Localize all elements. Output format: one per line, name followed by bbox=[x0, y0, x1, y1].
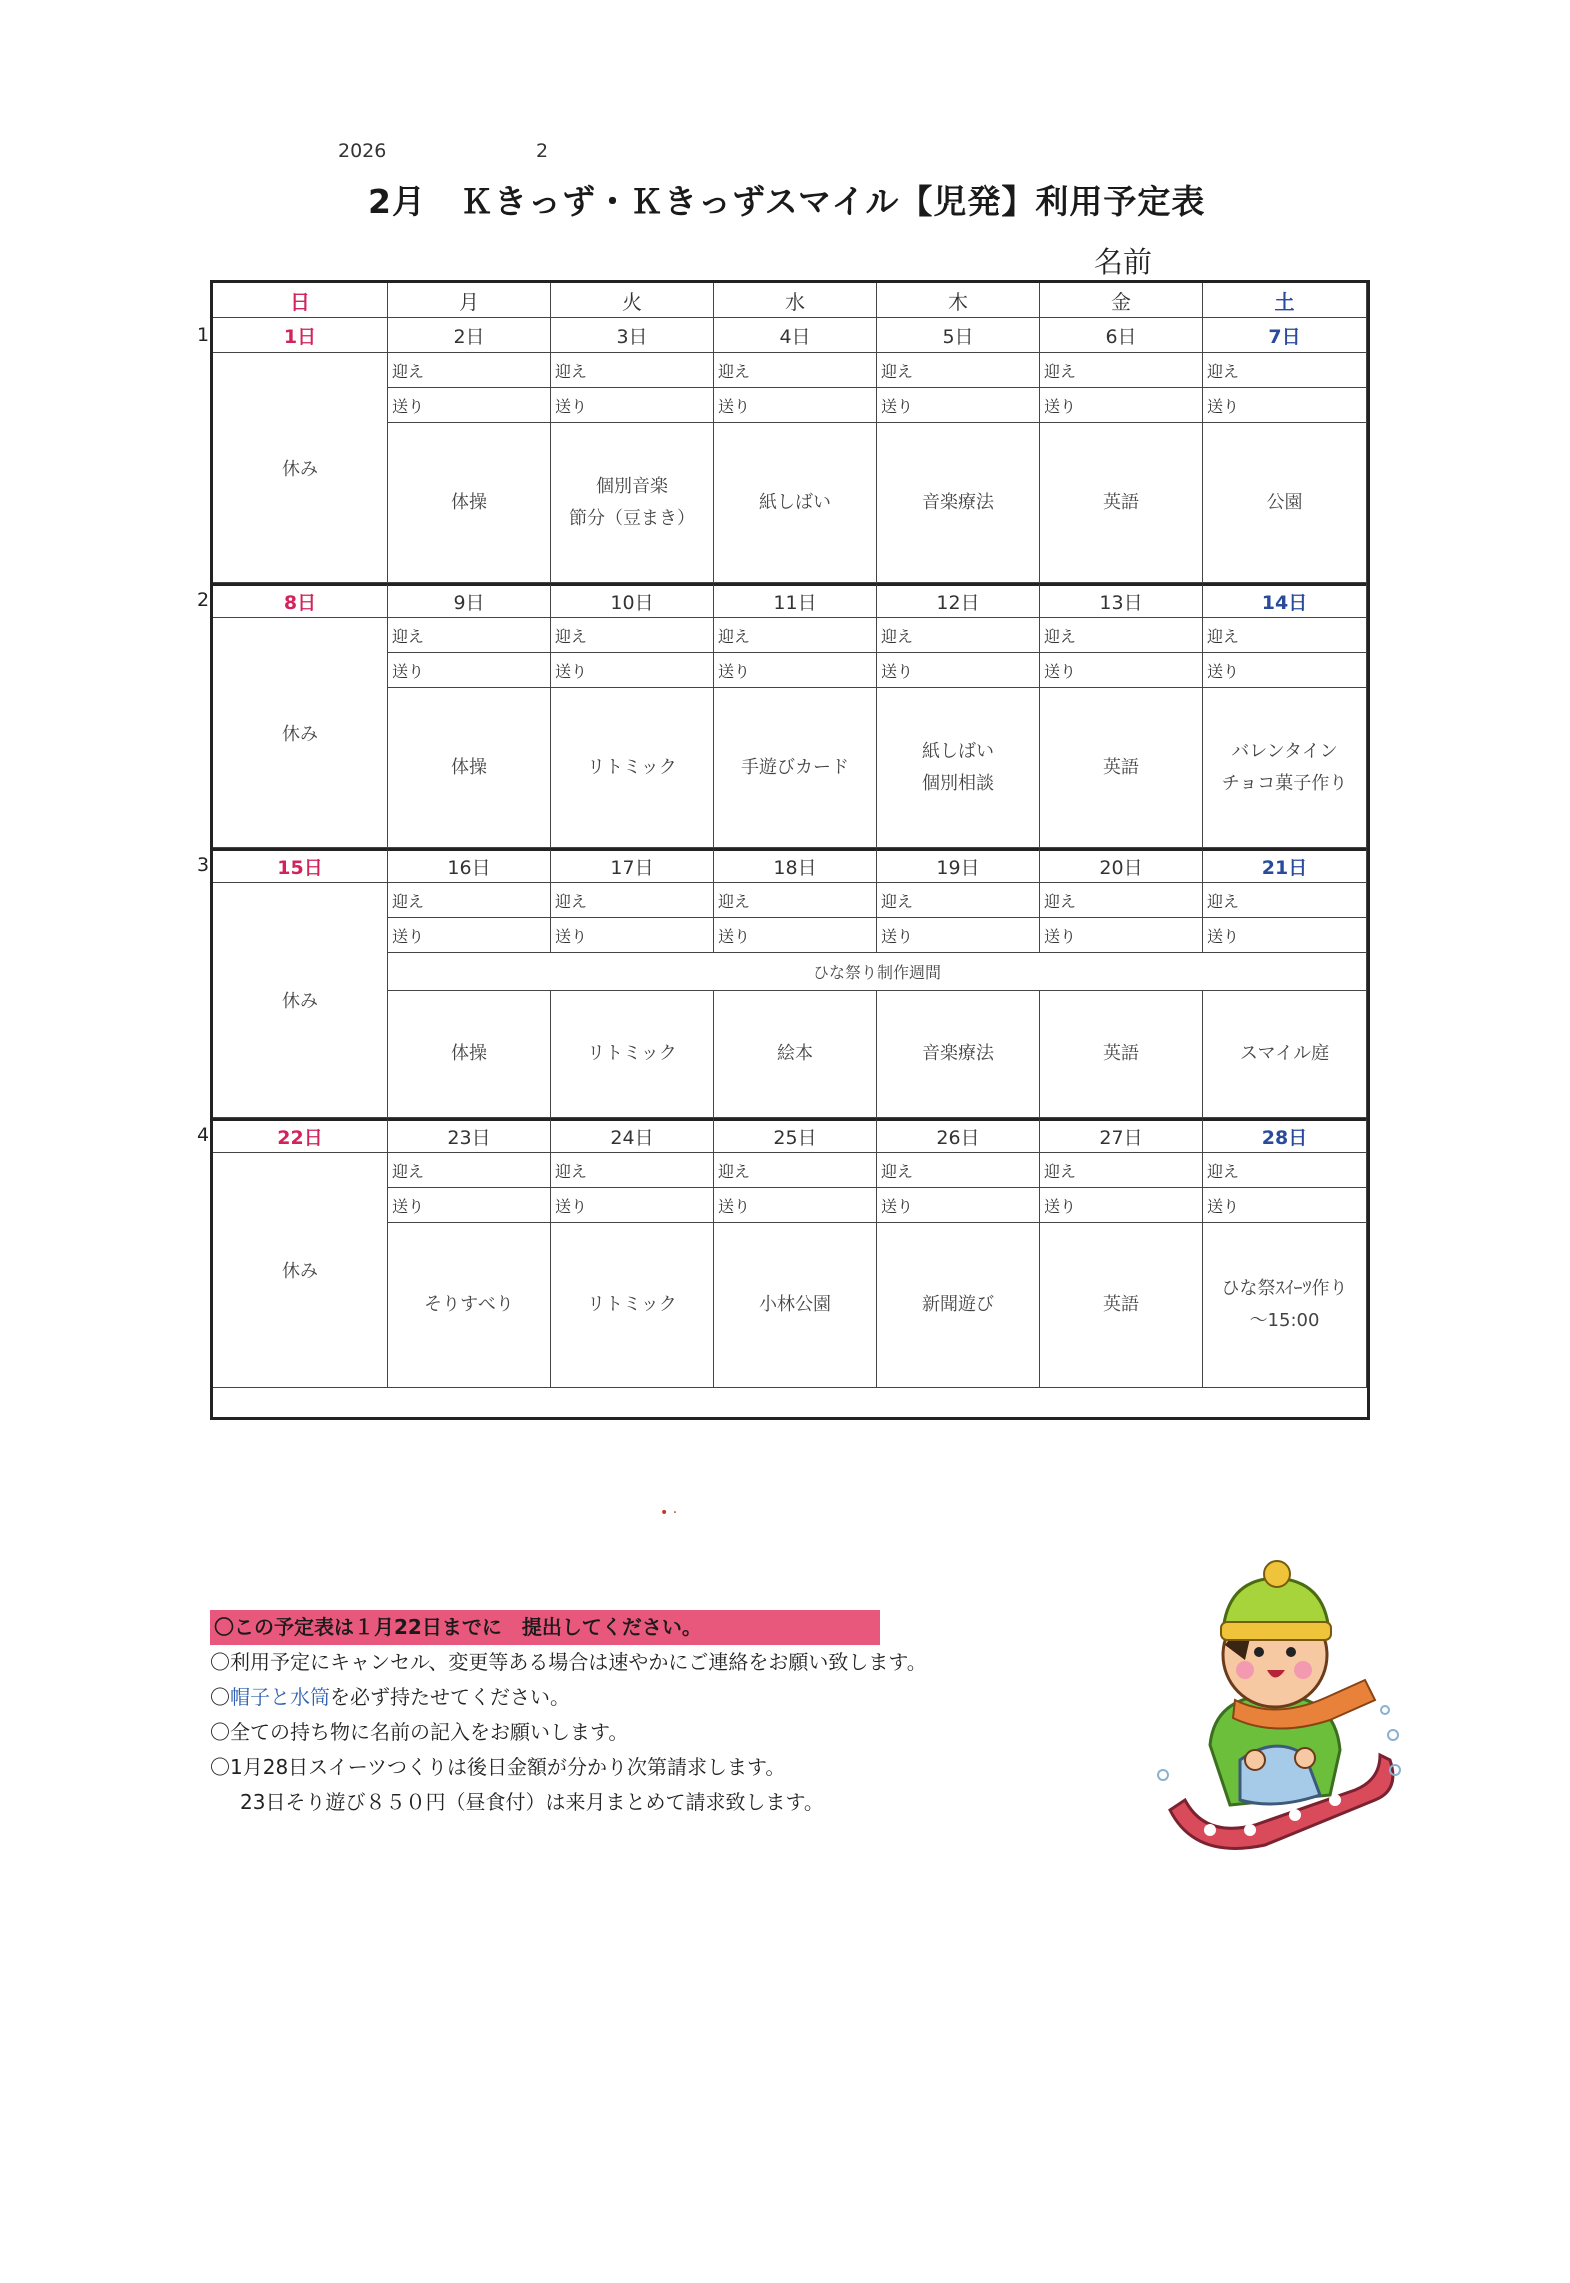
pickup-field[interactable]: 迎え bbox=[714, 353, 877, 388]
date-cell: 11日 bbox=[714, 583, 877, 618]
closed-cell: 休み bbox=[213, 353, 388, 583]
activity-cell bbox=[1040, 423, 1203, 583]
pickup-field[interactable]: 迎え bbox=[551, 883, 714, 918]
stray-mark: • · bbox=[660, 1505, 678, 1521]
activity-cell bbox=[551, 1223, 714, 1388]
activity-text: 英語 bbox=[1103, 756, 1139, 778]
dropoff-field[interactable]: 送り bbox=[551, 388, 714, 423]
activity-text: 小林公園 bbox=[759, 1294, 831, 1315]
activity-text: リトミック bbox=[587, 1043, 677, 1064]
weekday-header: 木 bbox=[877, 283, 1040, 318]
week-number: 3 bbox=[197, 854, 210, 876]
activity-text: 英語 bbox=[1103, 491, 1139, 513]
dropoff-field[interactable]: 送り bbox=[1203, 388, 1367, 423]
activity-cell bbox=[877, 1223, 1040, 1388]
activity-text: リトミック bbox=[587, 1294, 677, 1315]
pickup-field[interactable]: 迎え bbox=[877, 353, 1040, 388]
date-cell: 1日 bbox=[213, 318, 388, 353]
activity-text-secondary: 個別相談 bbox=[922, 772, 994, 794]
pickup-field[interactable]: 迎え bbox=[1040, 1153, 1203, 1188]
date-cell: 2日 bbox=[388, 318, 551, 353]
dropoff-field[interactable]: 送り bbox=[388, 1188, 551, 1223]
activity-text: 新聞遊び bbox=[922, 1294, 994, 1315]
date-cell: 17日 bbox=[551, 848, 714, 883]
week-number: 2 bbox=[197, 589, 210, 611]
activity-cell bbox=[388, 423, 551, 583]
dropoff-field[interactable]: 送り bbox=[877, 388, 1040, 423]
dropoff-field[interactable]: 送り bbox=[551, 653, 714, 688]
activity-cell bbox=[388, 688, 551, 848]
activity-text: 体操 bbox=[451, 756, 487, 778]
dropoff-field[interactable]: 送り bbox=[714, 653, 877, 688]
week-banner: ひな祭り制作週間 bbox=[388, 953, 1367, 991]
activity-cell bbox=[1203, 423, 1367, 583]
activity-cell bbox=[1203, 1223, 1367, 1388]
year: 2026 bbox=[338, 140, 387, 162]
activity-text: バレンタイン bbox=[1231, 740, 1338, 762]
closed-cell: 休み bbox=[213, 618, 388, 848]
activity-text: 公園 bbox=[1266, 491, 1303, 513]
date-cell: 3日 bbox=[551, 318, 714, 353]
schedule-calendar bbox=[197, 280, 1370, 1420]
dropoff-field[interactable]: 送り bbox=[1203, 1188, 1367, 1223]
note-hat-prefix: 〇 bbox=[210, 1685, 230, 1709]
activity-text-secondary: ～15:00 bbox=[1249, 1310, 1320, 1331]
pickup-field[interactable]: 迎え bbox=[1203, 883, 1367, 918]
activity-text: そりすべり bbox=[424, 1294, 514, 1315]
pickup-field[interactable]: 迎え bbox=[1203, 618, 1367, 653]
month-number: 2 bbox=[536, 140, 549, 162]
dropoff-field[interactable]: 送り bbox=[714, 918, 877, 953]
date-cell: 26日 bbox=[877, 1118, 1040, 1153]
activity-text: 手遊びカード bbox=[741, 756, 849, 778]
date-cell: 15日 bbox=[213, 848, 388, 883]
week-number: 4 bbox=[197, 1124, 210, 1146]
activity-text: ひな祭ｽｲｰﾂ作り bbox=[1221, 1278, 1348, 1299]
note-hat-suffix: を必ず持たせてください。 bbox=[330, 1685, 570, 1709]
dropoff-field[interactable]: 送り bbox=[1203, 918, 1367, 953]
pickup-field[interactable]: 迎え bbox=[551, 353, 714, 388]
activity-cell bbox=[551, 991, 714, 1118]
dropoff-field[interactable]: 送り bbox=[1040, 918, 1203, 953]
date-cell: 20日 bbox=[1040, 848, 1203, 883]
date-cell: 24日 bbox=[551, 1118, 714, 1153]
activity-text: 音楽療法 bbox=[922, 1043, 994, 1064]
dropoff-field[interactable]: 送り bbox=[877, 1188, 1040, 1223]
pickup-field[interactable]: 迎え bbox=[1203, 353, 1367, 388]
activity-text: 紙しばい bbox=[922, 740, 994, 762]
dropoff-field[interactable]: 送り bbox=[388, 653, 551, 688]
activity-text: スマイル庭 bbox=[1239, 1043, 1330, 1064]
activity-text: 体操 bbox=[451, 491, 487, 513]
date-cell: 22日 bbox=[213, 1118, 388, 1153]
dropoff-field[interactable]: 送り bbox=[714, 1188, 877, 1223]
activity-cell bbox=[388, 991, 551, 1118]
pickup-field[interactable]: 迎え bbox=[388, 353, 551, 388]
date-cell: 9日 bbox=[388, 583, 551, 618]
activity-cell bbox=[714, 991, 877, 1118]
notes-section bbox=[210, 1610, 1160, 1820]
activity-cell bbox=[877, 423, 1040, 583]
dropoff-field[interactable]: 送り bbox=[877, 653, 1040, 688]
pickup-field[interactable]: 迎え bbox=[877, 1153, 1040, 1188]
activity-cell bbox=[1040, 991, 1203, 1118]
date-cell: 4日 bbox=[714, 318, 877, 353]
activity-cell bbox=[714, 688, 877, 848]
name-label: 名前 bbox=[1094, 245, 1153, 279]
activity-text: 個別音楽 bbox=[596, 475, 668, 497]
note-names: 〇全ての持ち物に名前の記入をお願いします。 bbox=[210, 1720, 629, 1744]
weekday-header: 月 bbox=[388, 283, 551, 318]
activity-cell bbox=[877, 688, 1040, 848]
date-cell: 7日 bbox=[1203, 318, 1367, 353]
dropoff-field[interactable]: 送り bbox=[551, 1188, 714, 1223]
child-on-sled-icon bbox=[1155, 1560, 1405, 1890]
activity-cell bbox=[1203, 991, 1367, 1118]
date-cell: 21日 bbox=[1203, 848, 1367, 883]
date-cell: 18日 bbox=[714, 848, 877, 883]
dropoff-field[interactable]: 送り bbox=[1040, 1188, 1203, 1223]
week-number: 1 bbox=[197, 324, 210, 346]
activity-text: 英語 bbox=[1103, 1043, 1139, 1064]
closed-cell: 休み bbox=[213, 1153, 388, 1388]
activity-text: 英語 bbox=[1103, 1294, 1139, 1315]
note-sledding: 23日そり遊び８５０円（昼食付）は来月まとめて請求致します。 bbox=[240, 1790, 824, 1814]
date-cell: 27日 bbox=[1040, 1118, 1203, 1153]
dropoff-field[interactable]: 送り bbox=[877, 918, 1040, 953]
page-title: 2月 Ｋきっず・Ｋきっずスマイル【児発】利用予定表 bbox=[368, 182, 1206, 221]
activity-cell bbox=[551, 423, 714, 583]
date-cell: 5日 bbox=[877, 318, 1040, 353]
activity-text: 音楽療法 bbox=[922, 491, 994, 513]
note-cancel: 〇利用予定にキャンセル、変更等ある場合は速やかにご連絡をお願い致します。 bbox=[210, 1650, 927, 1674]
activity-text: 体操 bbox=[451, 1043, 487, 1064]
weekday-header: 金 bbox=[1040, 283, 1203, 318]
pickup-field[interactable]: 迎え bbox=[714, 1153, 877, 1188]
date-cell: 10日 bbox=[551, 583, 714, 618]
activity-cell bbox=[1040, 688, 1203, 848]
date-cell: 14日 bbox=[1203, 583, 1367, 618]
activity-cell bbox=[714, 1223, 877, 1388]
weekday-header: 水 bbox=[714, 283, 877, 318]
date-cell: 19日 bbox=[877, 848, 1040, 883]
weekday-header: 土 bbox=[1203, 283, 1367, 318]
date-cell: 13日 bbox=[1040, 583, 1203, 618]
dropoff-field[interactable]: 送り bbox=[1040, 653, 1203, 688]
pickup-field[interactable]: 迎え bbox=[388, 618, 551, 653]
date-cell: 28日 bbox=[1203, 1118, 1367, 1153]
note-sweets: 〇1月28日スイーツつくりは後日金額が分かり次第請求します。 bbox=[210, 1755, 786, 1779]
activity-cell bbox=[877, 991, 1040, 1118]
pickup-field[interactable]: 迎え bbox=[388, 883, 551, 918]
pickup-field[interactable]: 迎え bbox=[1040, 883, 1203, 918]
pickup-field[interactable]: 迎え bbox=[714, 618, 877, 653]
dropoff-field[interactable]: 送り bbox=[551, 918, 714, 953]
dropoff-field[interactable]: 送り bbox=[388, 388, 551, 423]
pickup-field[interactable]: 迎え bbox=[877, 618, 1040, 653]
activity-cell bbox=[1203, 688, 1367, 848]
pickup-field[interactable]: 迎え bbox=[1040, 618, 1203, 653]
date-cell: 8日 bbox=[213, 583, 388, 618]
pickup-field[interactable]: 迎え bbox=[388, 1153, 551, 1188]
closed-cell: 休み bbox=[213, 883, 388, 1118]
activity-cell bbox=[714, 423, 877, 583]
activity-text-secondary: 節分（豆まき） bbox=[569, 507, 695, 529]
date-cell: 23日 bbox=[388, 1118, 551, 1153]
activity-text-secondary: チョコ菓子作り bbox=[1221, 772, 1348, 794]
date-cell: 16日 bbox=[388, 848, 551, 883]
dropoff-field[interactable]: 送り bbox=[1040, 388, 1203, 423]
activity-cell bbox=[388, 1223, 551, 1388]
activity-text: 絵本 bbox=[777, 1043, 813, 1064]
dropoff-field[interactable]: 送り bbox=[714, 388, 877, 423]
dropoff-field[interactable]: 送り bbox=[388, 918, 551, 953]
date-cell: 6日 bbox=[1040, 318, 1203, 353]
note-deadline: 〇この予定表は１月22日までに 提出してください。 bbox=[210, 1610, 880, 1645]
pickup-field[interactable]: 迎え bbox=[1040, 353, 1203, 388]
activity-cell bbox=[551, 688, 714, 848]
activity-cell bbox=[1040, 1223, 1203, 1388]
pickup-field[interactable]: 迎え bbox=[551, 1153, 714, 1188]
note-hat-bottle bbox=[210, 1680, 1160, 1715]
pickup-field[interactable]: 迎え bbox=[1203, 1153, 1367, 1188]
activity-text: 紙しばい bbox=[759, 491, 831, 513]
weekday-header: 火 bbox=[551, 283, 714, 318]
activity-text: リトミック bbox=[587, 756, 677, 778]
pickup-field[interactable]: 迎え bbox=[877, 883, 1040, 918]
date-cell: 12日 bbox=[877, 583, 1040, 618]
weekday-header: 日 bbox=[213, 283, 388, 318]
date-cell: 25日 bbox=[714, 1118, 877, 1153]
pickup-field[interactable]: 迎え bbox=[551, 618, 714, 653]
dropoff-field[interactable]: 送り bbox=[1203, 653, 1367, 688]
pickup-field[interactable]: 迎え bbox=[714, 883, 877, 918]
note-hat-items: 帽子と水筒 bbox=[230, 1685, 330, 1709]
